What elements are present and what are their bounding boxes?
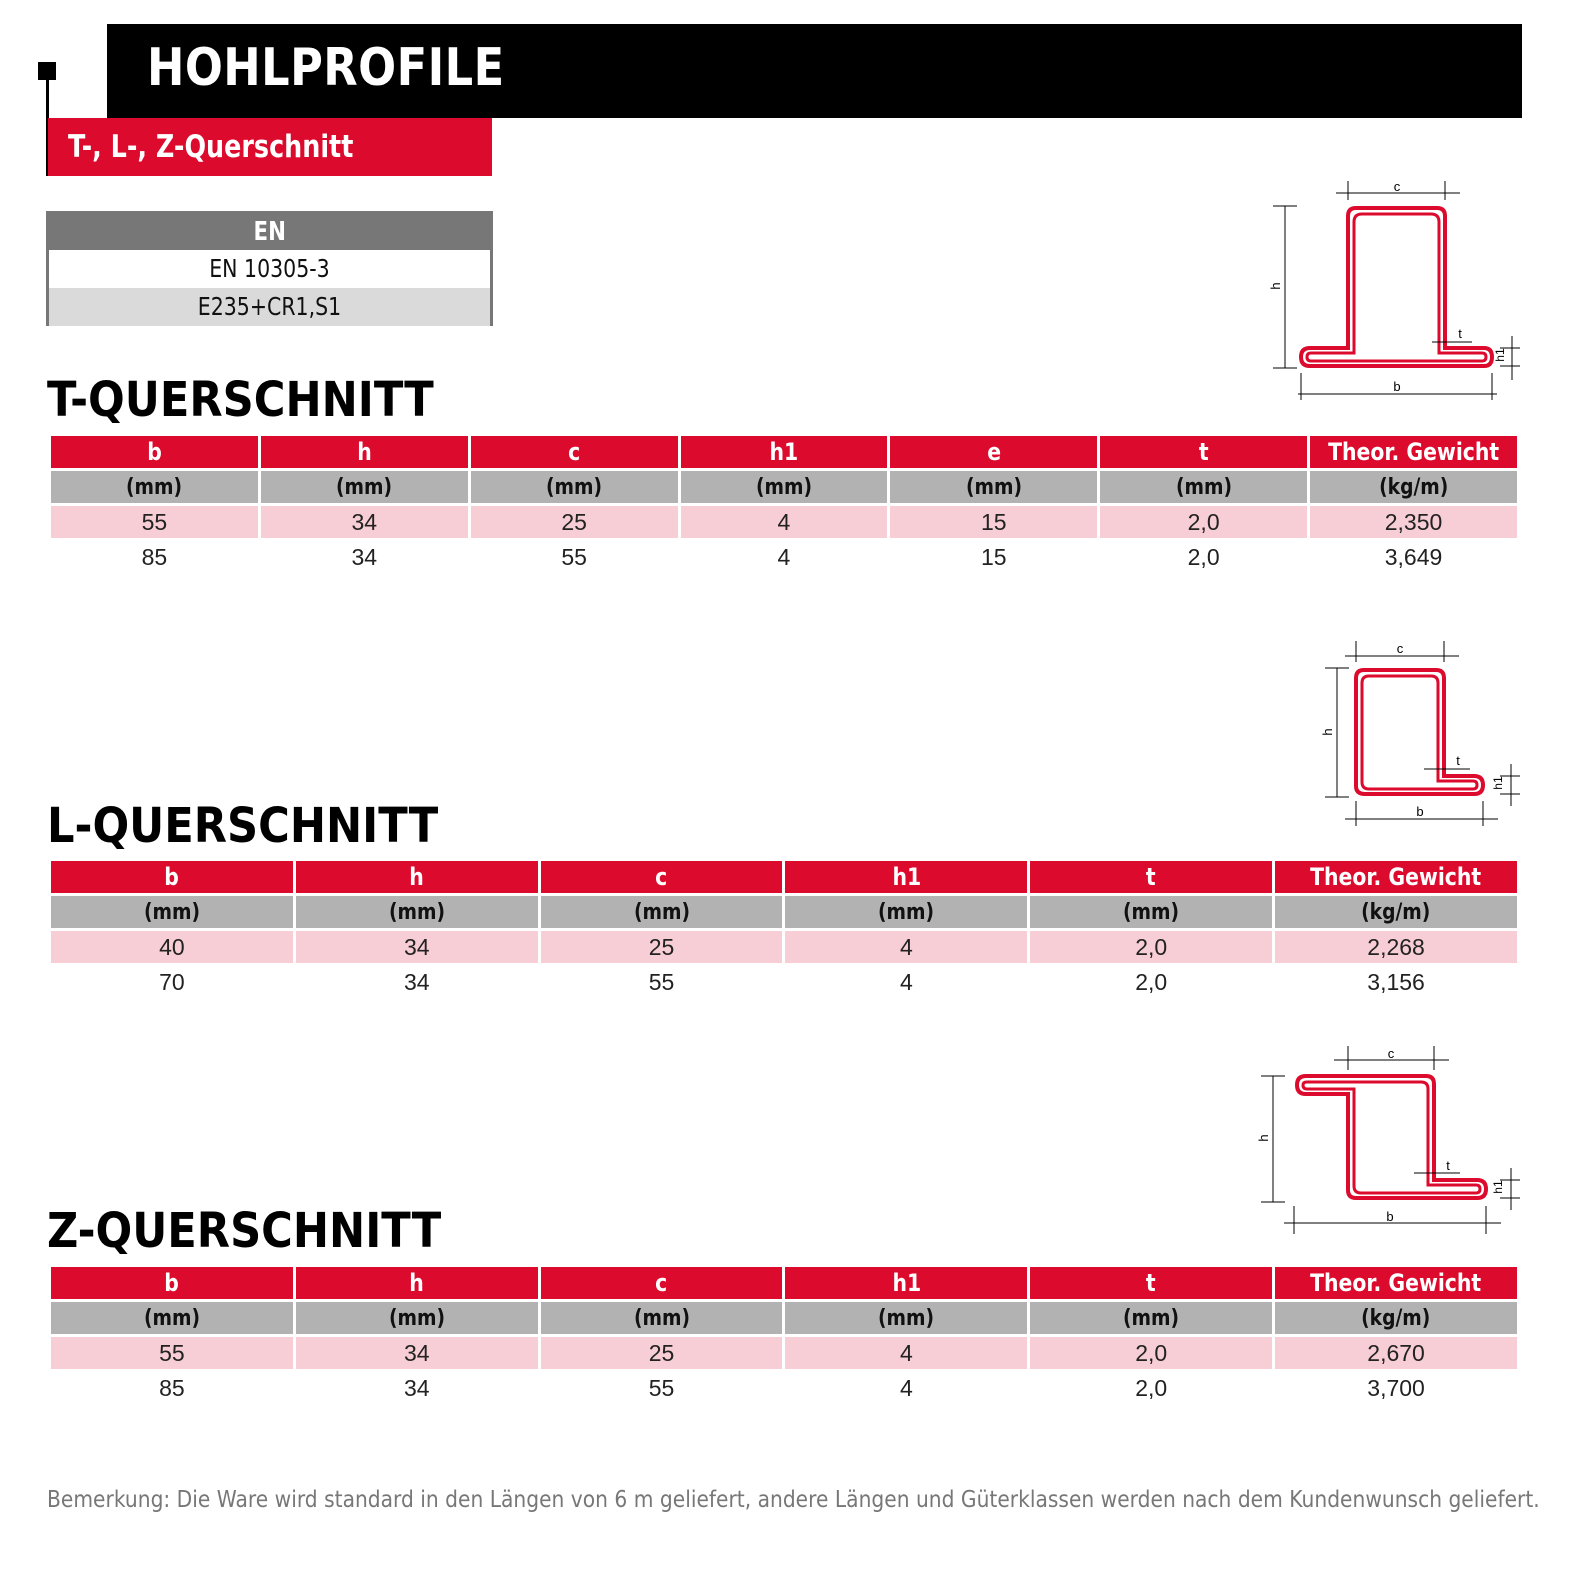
t-unit: (mm) [681,471,888,503]
footnote: Bemerkung: Die Ware wird standard in den Längen von 6 m geliefert, andere Längen und Güterklassen werden nach dem Kundenwunsch geliefert. [47,1487,1540,1513]
table-cell: 34 [403,1374,430,1401]
page-title: HOHLPROFILE [147,38,505,98]
l-col-weight: Theor. Gewicht [1275,861,1517,893]
z-unit: (mm) [51,1302,293,1334]
t-col-h1: h1 [681,436,888,468]
t-profile-table [48,433,1520,576]
l-dim-t-label: t [1456,753,1460,768]
t-dim-h-label: h [1268,282,1283,290]
z-profile-table [48,1264,1520,1407]
table-cell: 25 [541,1337,783,1369]
table-cell: 2,0 [1135,1374,1168,1401]
t-dim-c-label: c [1393,179,1401,194]
table-cell: 4 [900,968,913,995]
t-col-b: b [51,436,258,468]
table-cell: 85 [159,1374,185,1401]
l-col-h: h [296,861,538,893]
z-dim-t-label: t [1446,1158,1450,1173]
table-row [51,1337,1517,1369]
subtitle-bar [48,118,492,176]
z-col-t: t [1030,1267,1272,1299]
t-unit: (mm) [51,471,258,503]
t-col-e: e [890,436,1097,468]
z-unit: (mm) [541,1302,783,1334]
table-cell: 2,0 [1135,968,1168,995]
standard-heading: EN [49,214,490,250]
table-cell: 25 [471,506,678,538]
z-profile-diagram [1252,1044,1530,1240]
t-dim-b-label: b [1393,379,1401,394]
table-row [51,966,1517,998]
table-cell: 3,156 [1367,968,1425,995]
table-cell: 4 [785,1337,1027,1369]
title-bar [107,24,1522,118]
table-cell: 2,0 [1030,1337,1272,1369]
l-unit: (mm) [296,896,538,928]
header-marker-square [38,62,56,80]
table-cell: 3,700 [1367,1374,1425,1401]
table-cell: 55 [51,506,258,538]
table-cell: 55 [51,1337,293,1369]
table-cell: 15 [981,543,1007,570]
t-col-weight: Theor. Gewicht [1310,436,1517,468]
table-cell: 15 [890,506,1097,538]
l-col-c: c [541,861,783,893]
t-col-c: c [471,436,678,468]
l-unit: (kg/m) [1275,896,1517,928]
table-cell: 55 [648,968,675,995]
table-cell: 34 [296,1337,538,1369]
table-cell: 40 [51,931,293,963]
table-cell: 2,670 [1275,1337,1517,1369]
table-cell: 55 [561,543,587,570]
z-col-c: c [541,1267,783,1299]
table-cell: 4 [785,931,1027,963]
table-cell: 4 [681,506,888,538]
standard-norm: EN 10305-3 [209,254,330,283]
section-title-z: Z-QUERSCHNITT [47,1203,442,1259]
table-cell: 2,350 [1310,506,1517,538]
table-cell: 55 [648,1374,675,1401]
standard-grade: E235+CR1,S1 [49,288,490,326]
table-cell: 25 [541,931,783,963]
l-unit: (mm) [541,896,783,928]
z-col-b: b [51,1267,293,1299]
z-dim-h-label: h [1256,1134,1271,1142]
t-col-t: t [1100,436,1307,468]
table-cell: 3,649 [1384,543,1443,570]
table-cell: 2,268 [1275,931,1517,963]
z-unit: (mm) [1030,1302,1272,1334]
table-cell: 34 [296,931,538,963]
l-profile-diagram [1318,638,1528,830]
l-dim-b-label: b [1416,804,1424,819]
table-row [51,506,1517,538]
z-profile-shape [1297,1076,1486,1198]
l-unit: (mm) [1030,896,1272,928]
l-col-b: b [51,861,293,893]
l-unit: (mm) [51,896,293,928]
page-subtitle: T-, L-, Z-Querschnitt [68,129,354,165]
l-col-h1: h1 [785,861,1027,893]
z-unit: (mm) [785,1302,1027,1334]
t-dim-h1-label: h1 [1493,348,1507,362]
table-cell: 70 [159,968,185,995]
l-unit: (mm) [785,896,1027,928]
z-unit: (mm) [296,1302,538,1334]
table-row [51,541,1517,573]
table-cell: 4 [900,1374,913,1401]
t-unit: (kg/m) [1310,471,1517,503]
table-cell: 2,0 [1187,543,1220,570]
z-dim-c-label: c [1387,1046,1395,1061]
z-col-weight: Theor. Gewicht [1275,1267,1517,1299]
t-col-h: h [261,436,468,468]
l-dim-h1-label: h1 [1491,776,1505,790]
t-unit: (mm) [261,471,468,503]
t-dim-t-label: t [1458,326,1462,341]
l-col-t: t [1030,861,1272,893]
table-cell: 34 [261,506,468,538]
t-profile-diagram [1262,178,1532,406]
table-cell: 85 [141,543,168,570]
standard-box [46,211,493,326]
t-unit: (mm) [1100,471,1307,503]
z-dim-h1-label: h1 [1491,1180,1505,1194]
table-cell: 2,0 [1030,931,1272,963]
table-row [51,931,1517,963]
z-unit: (kg/m) [1275,1302,1517,1334]
z-col-h: h [296,1267,538,1299]
section-title-l: L-QUERSCHNITT [47,798,439,854]
table-cell: 34 [403,968,430,995]
table-row [51,1372,1517,1404]
table-cell: 4 [777,543,791,570]
table-cell: 2,0 [1100,506,1307,538]
section-title-t: T-QUERSCHNITT [47,372,434,428]
t-unit: (mm) [890,471,1097,503]
l-dim-c-label: c [1396,641,1404,656]
l-dim-h-label: h [1320,728,1335,736]
l-profile-shape [1356,670,1483,794]
z-dim-b-label: b [1386,1209,1394,1224]
z-col-h1: h1 [785,1267,1027,1299]
t-unit: (mm) [471,471,678,503]
table-cell: 34 [351,543,378,570]
l-profile-table [48,858,1520,1001]
